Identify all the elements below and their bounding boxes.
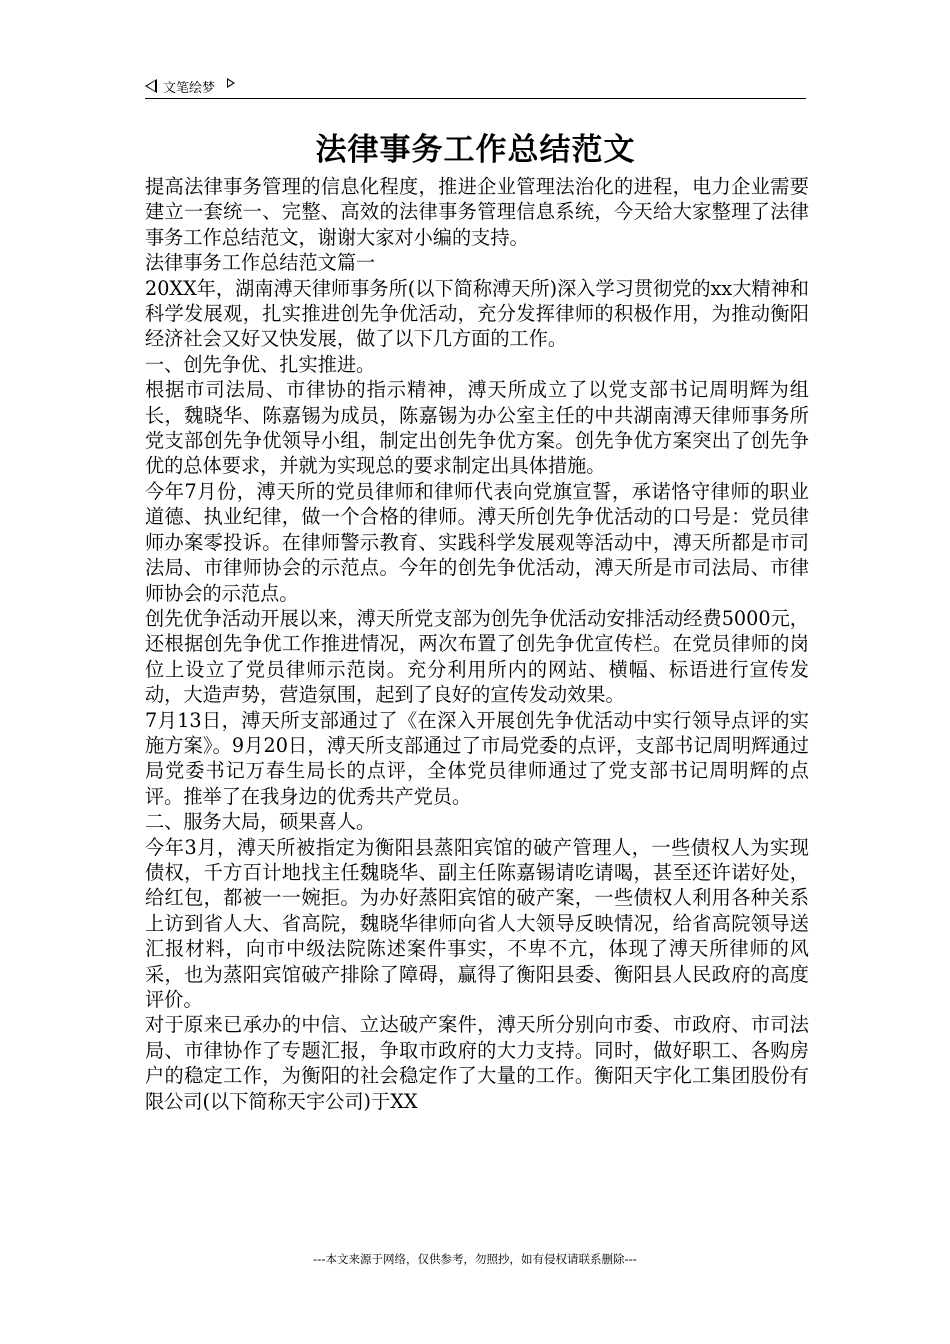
section-heading: 法律事务工作总结范文篇一 bbox=[145, 251, 376, 275]
header-label: 文笔绘梦 bbox=[163, 80, 216, 96]
page-footer-disclaimer: ---本文来源于网络，仅供参考，勿照抄，如有侵权请联系删除--- bbox=[313, 1252, 637, 1266]
intro-paragraph: 提高法律事务管理的信息化程度，推进企业管理法治化的进程，电力企业需要建立一套统一、完整、高效的法律事务管理信息系统，今天给大家整理了法律事务工作总结范文，谢谢大家对小编的支持。 bbox=[145, 175, 809, 249]
body-paragraph: 今年7月份，溥天所的党员律师和律师代表向党旗宣誓，承诺恪守律师的职业道德、执业纪律，做一个合格的律师。溥天所创先争优活动的口号是：党员律师办案零投诉。在律师警示教育、实践科学发展观等活动中，溥天所都是市司法局、市律师协会的示范点。今年的创先争优活动，溥天所是市司法局、市律师协会的示范点。 bbox=[145, 479, 809, 605]
triangle-right-icon bbox=[227, 78, 235, 88]
body-paragraph: 创先优争活动开展以来，溥天所党支部为创先争优活动安排活动经费5000元，还根据创先争优工作推进情况，两次布置了创先争优宣传栏。在党员律师的岗位上设立了党员律师示范岗。充分利用所内的网站、横幅、标语进行宣传发动，大造声势，营造氛围，起到了良好的宣传发动效果。 bbox=[145, 606, 809, 707]
triangle-left-icon bbox=[145, 79, 157, 93]
body-paragraph: 根据市司法局、市律协的指示精神，溥天所成立了以党支部书记周明辉为组长，魏晓华、陈嘉锡为成员，陈嘉锡为办公室主任的中共湖南溥天律师事务所党支部创先争优领导小组，制定出创先争优方案。创先争优方案突出了创先争优的总体要求，并就为实现总的要求制定出具体措施。 bbox=[145, 378, 809, 478]
header-divider bbox=[145, 98, 806, 99]
body-paragraph: 20XX年，湖南溥天律师事务所(以下简称溥天所)深入学习贯彻党的xx大精神和科学发展观，扎实推进创先争优活动，充分发挥律师的积极作用，为推动衡阳经济社会又好又快发展，做了以下几方面的工作。 bbox=[145, 276, 809, 351]
body-paragraph: 今年3月，溥天所被指定为衡阳县蒸阳宾馆的破产管理人，一些债权人为实现债权，千方百计地找主任魏晓华、副主任陈嘉锡请吃请喝，甚至还许诺好处，给红包，都被一一婉拒。为办好蒸阳宾馆的破产案，一些债权人利用各种关系上访到省人大、省高院，魏晓华律师向省人大领导反映情况，给省高院领导送汇报材料，向市中级法院陈述案件事实，不卑不亢，体现了溥天所律师的风采，也为蒸阳宾馆破产排除了障碍，赢得了衡阳县委、衡阳县人民政府的高度评价。 bbox=[145, 835, 809, 1011]
subsection-heading: 二、服务大局，硕果喜人。 bbox=[145, 810, 376, 834]
document-body bbox=[145, 174, 809, 1114]
document-title: 法律事务工作总结范文 bbox=[315, 132, 636, 168]
page-header bbox=[145, 76, 805, 96]
subsection-heading: 一、创先争优、扎实推进。 bbox=[145, 352, 376, 376]
body-paragraph: 7月13日，溥天所支部通过了《在深入开展创先争优活动中实行领导点评的实施方案》。9月20日，溥天所支部通过了市局党委的点评，支部书记周明辉通过局党委书记万春生局长的点评，全体党员律师通过了党支部书记周明辉的点评。推举了在我身边的优秀共产党员。 bbox=[145, 708, 809, 808]
body-paragraph: 对于原来已承办的中信、立达破产案件，溥天所分别向市委、市政府、市司法局、市律协作了专题汇报，争取市政府的大力支持。同时，做好职工、各购房户的稳定工作，为衡阳的社会稳定作了大量的工作。衡阳天宇化工集团股份有限公司(以下简称天宇公司)于XX bbox=[145, 1013, 809, 1113]
